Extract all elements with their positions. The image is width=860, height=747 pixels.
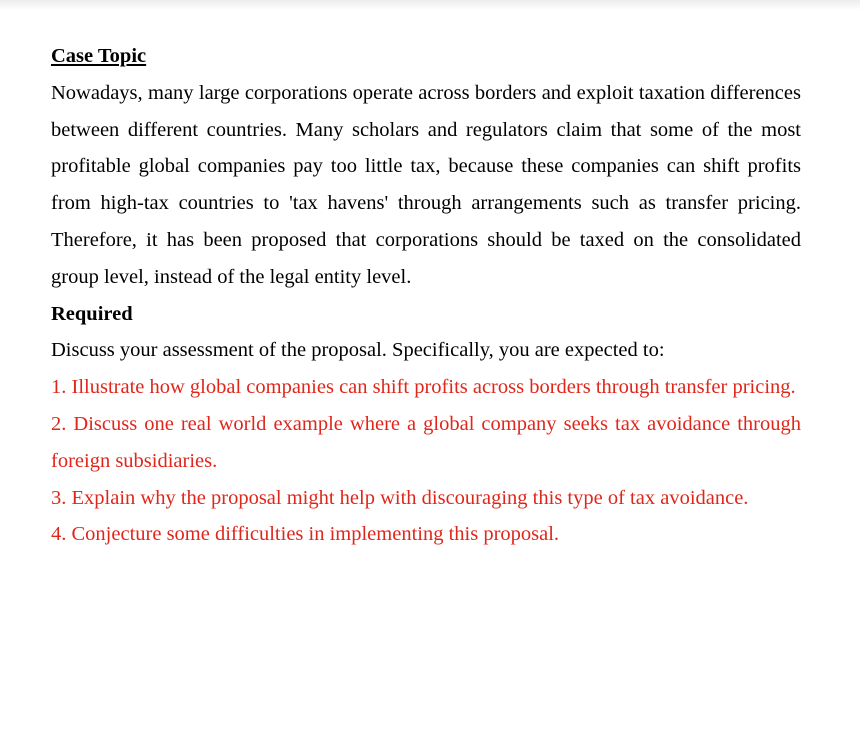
document-body	[51, 38, 801, 553]
task-item-4: 4. Conjecture some difficulties in implementing this proposal.	[51, 523, 560, 546]
task-item-2: 2. Discuss one real world example where a global company seeks tax avoidance through foreign subsidiaries.	[51, 412, 801, 472]
required-heading: Required	[51, 302, 133, 325]
case-topic-paragraph: Nowadays, many large corporations operate across borders and exploit taxation differences between different countries. Many scholars and regulators claim that some of the most profitable global companies pay too little tax, because these companies can shift profits from high-tax countries to 'tax havens' through arrangements such as transfer pricing. Therefore, it has been proposed that corporations should be taxed on the consolidated group level, instead of the legal entity level.	[51, 81, 801, 288]
required-intro: Discuss your assessment of the proposal. Specifically, you are expected to:	[51, 339, 665, 362]
case-topic-heading: Case Topic	[51, 45, 147, 67]
task-item-1: 1. Illustrate how global companies can shift profits across borders through transfer pricing.	[51, 376, 796, 399]
page-top-shadow	[0, 0, 860, 10]
task-item-3: 3. Explain why the proposal might help with discouraging this type of tax avoidance.	[51, 486, 749, 509]
